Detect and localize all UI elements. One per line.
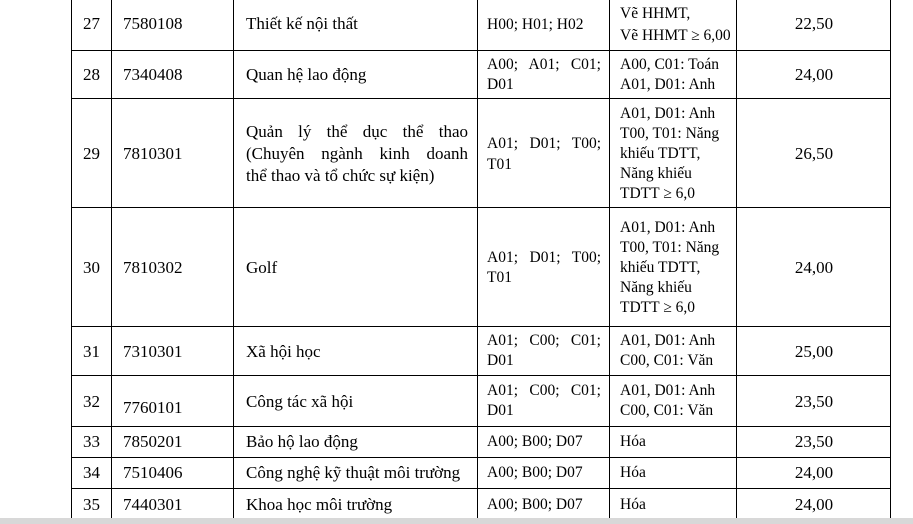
program-name: thể thao và tổ chức sự kiện) <box>246 166 435 185</box>
row-border <box>71 98 891 99</box>
cutoff-score: 24,00 <box>794 463 834 482</box>
program-code: 7510406 <box>123 463 183 482</box>
subject-condition: TDTT ≥ 6,0 <box>620 185 695 202</box>
page-edge-shadow <box>0 518 913 524</box>
subject-combinations: A01; D01; T00; <box>487 135 601 152</box>
subject-condition: TDTT ≥ 6,0 <box>620 299 695 316</box>
row-number: 35 <box>83 495 100 514</box>
subject-condition: Năng khiếu <box>620 279 692 296</box>
row-border <box>71 207 891 208</box>
subject-combinations: A00; B00; D07 <box>487 433 583 450</box>
program-code: 7580108 <box>123 14 183 33</box>
subject-combinations: D01 <box>487 352 514 369</box>
subject-condition: T00, T01: Năng <box>620 239 720 256</box>
subject-combinations: D01 <box>487 76 514 93</box>
subject-combinations: A00; B00; D07 <box>487 496 583 513</box>
subject-condition: A01, D01: Anh <box>620 219 716 236</box>
row-number: 34 <box>83 463 100 482</box>
subject-condition: A01, D01: Anh <box>620 105 716 122</box>
subject-combinations: A01; D01; T00; <box>487 249 601 266</box>
subject-condition: Năng khiếu <box>620 165 692 182</box>
program-name: Golf <box>246 258 278 277</box>
row-border <box>71 488 891 489</box>
subject-condition: A00, C01: Toán <box>620 56 719 73</box>
subject-condition: A01, D01: Anh <box>620 382 716 399</box>
row-border <box>71 426 891 427</box>
subject-combinations: H00; H01; H02 <box>487 16 584 33</box>
row-border <box>71 375 891 376</box>
row-number: 29 <box>83 144 100 163</box>
row-number: 31 <box>83 342 100 361</box>
row-number: 27 <box>83 14 100 33</box>
row-number: 32 <box>83 392 100 411</box>
subject-condition: Hóa <box>620 464 646 481</box>
subject-combinations: T01 <box>487 269 512 286</box>
program-name: Quản lý thể dục thể thao <box>246 122 468 141</box>
program-name: Quan hệ lao động <box>246 65 367 84</box>
col-border-4 <box>609 0 610 520</box>
program-name: Bảo hộ lao động <box>246 432 358 451</box>
program-name: Công tác xã hội <box>246 392 354 411</box>
program-name: Công nghệ kỹ thuật môi trường <box>246 463 461 482</box>
row-border <box>71 457 891 458</box>
cutoff-score: 23,50 <box>794 432 834 451</box>
subject-condition: Vẽ HHMT, <box>620 5 691 22</box>
program-code: 7810302 <box>123 258 183 277</box>
col-border-1 <box>111 0 112 520</box>
subject-condition: khiếu TDTT, <box>620 145 701 162</box>
subject-condition: A01, D01: Anh <box>620 76 716 93</box>
subject-condition: T00, T01: Năng <box>620 125 720 142</box>
program-code: 7850201 <box>123 432 183 451</box>
subject-condition: C00, C01: Văn <box>620 402 714 419</box>
subject-condition: C00, C01: Văn <box>620 352 714 369</box>
cutoff-score: 25,00 <box>794 342 834 361</box>
cutoff-score: 24,00 <box>794 65 834 84</box>
subject-combinations: A01; C00; C01; <box>487 332 601 349</box>
program-name: Xã hội học <box>246 342 321 361</box>
subject-condition: A01, D01: Anh <box>620 332 716 349</box>
subject-combinations: A00; A01; C01; <box>487 56 601 73</box>
row-number: 28 <box>83 65 100 84</box>
cutoff-score: 24,00 <box>794 258 834 277</box>
program-name: Thiết kế nội thất <box>246 14 358 33</box>
row-number: 30 <box>83 258 100 277</box>
subject-combinations: A01; C00; C01; <box>487 382 601 399</box>
program-code: 7310301 <box>123 342 183 361</box>
subject-combinations: A00; B00; D07 <box>487 464 583 481</box>
program-code: 7810301 <box>123 144 183 163</box>
program-code: 7760101 <box>123 398 183 417</box>
program-name: (Chuyên ngành kinh doanh <box>246 144 468 163</box>
subject-combinations: T01 <box>487 156 512 173</box>
cutoff-score: 26,50 <box>794 144 834 163</box>
subject-condition: khiếu TDTT, <box>620 259 701 276</box>
subject-combinations: D01 <box>487 402 514 419</box>
cutoff-score: 24,00 <box>794 495 834 514</box>
subject-condition: Hóa <box>620 433 646 450</box>
program-code: 7440301 <box>123 495 183 514</box>
row-border <box>71 50 891 51</box>
program-code: 7340408 <box>123 65 183 84</box>
program-name: Khoa học môi trường <box>246 495 393 514</box>
subject-condition: Vẽ HHMT ≥ 6,00 <box>620 27 731 44</box>
cutoff-score: 23,50 <box>794 392 834 411</box>
subject-condition: Hóa <box>620 496 646 513</box>
col-border-3 <box>477 0 478 520</box>
row-border <box>71 326 891 327</box>
row-number: 33 <box>83 432 100 451</box>
cutoff-score: 22,50 <box>794 14 834 33</box>
col-border-2 <box>233 0 234 520</box>
